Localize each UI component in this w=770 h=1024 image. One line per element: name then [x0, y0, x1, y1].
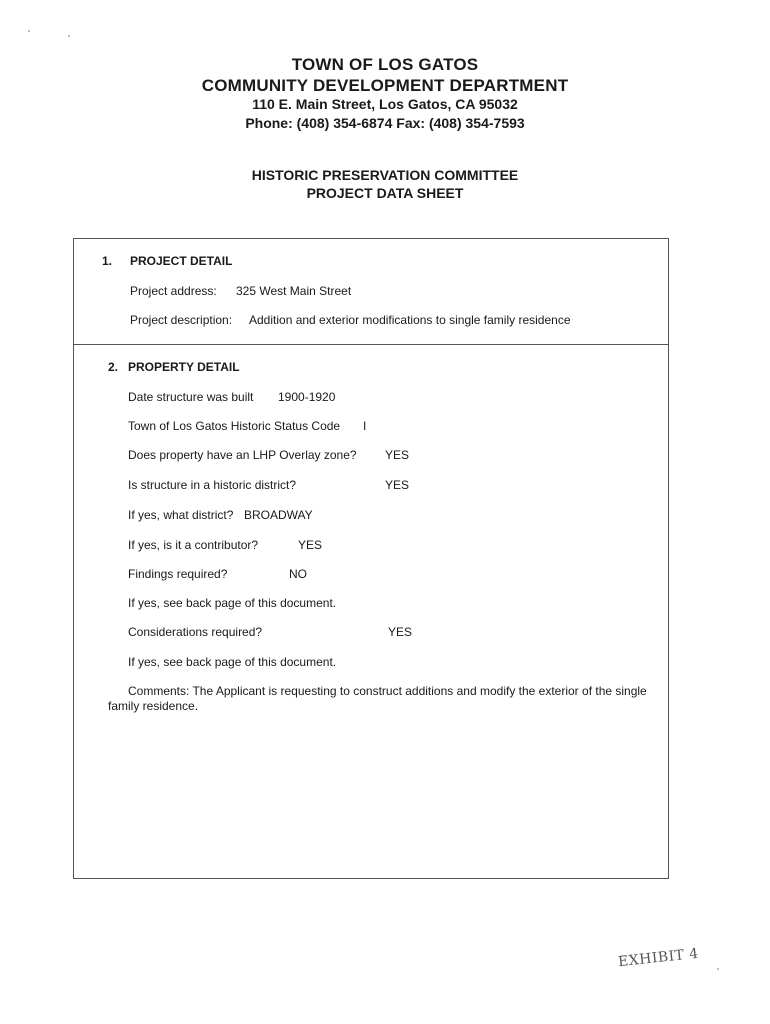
- comments-line-2: family residence.: [108, 699, 199, 713]
- project-description-value: Addition and exterior modifications to single family residence: [249, 313, 571, 327]
- document-title-committee: HISTORIC PRESERVATION COMMITTEE: [251, 167, 519, 183]
- section-1-number: 1.: [102, 254, 113, 268]
- historic-status-code-value: I: [363, 419, 367, 433]
- project-description-label: Project description:: [130, 313, 233, 327]
- lhp-overlay-label: Does property have an LHP Overlay zone?: [128, 448, 357, 462]
- historic-district-value: YES: [385, 478, 410, 492]
- section-1-title: PROJECT DETAIL: [130, 254, 233, 268]
- section-2-number: 2.: [108, 360, 119, 374]
- considerations-label: Considerations required?: [128, 625, 263, 639]
- comments-line-1: Comments: The Applicant is requesting to construct additions and modify the exterior of the single: [128, 684, 647, 698]
- contributor-label: If yes, is it a contributor?: [128, 538, 259, 552]
- findings-value: NO: [289, 567, 307, 581]
- lhp-overlay-value: YES: [385, 448, 410, 462]
- date-built-label: Date structure was built: [128, 390, 254, 404]
- findings-note: If yes, see back page of this document.: [128, 596, 337, 610]
- which-district-label: If yes, what district?: [128, 508, 234, 522]
- contributor-value: YES: [298, 538, 323, 552]
- town-name: TOWN OF LOS GATOS: [291, 55, 479, 74]
- document-title-sheet: PROJECT DATA SHEET: [306, 185, 464, 201]
- historic-status-code-label: Town of Los Gatos Historic Status Code: [128, 419, 341, 433]
- project-address-label: Project address:: [130, 284, 217, 298]
- considerations-note: If yes, see back page of this document.: [128, 655, 337, 669]
- which-district-value: BROADWAY: [244, 508, 313, 522]
- section-2-title: PROPERTY DETAIL: [128, 360, 240, 374]
- exhibit-stamp: EXHIBIT 4: [617, 945, 700, 971]
- date-built-value: 1900-1920: [278, 390, 336, 404]
- department-phone-fax: Phone: (408) 354-6874 Fax: (408) 354-7593: [245, 115, 525, 131]
- considerations-value: YES: [388, 625, 413, 639]
- department-address: 110 E. Main Street, Los Gatos, CA 95032: [252, 96, 518, 112]
- findings-label: Findings required?: [128, 567, 228, 581]
- scan-speck: [68, 35, 70, 37]
- scan-speck: [717, 968, 719, 970]
- project-address-value: 325 West Main Street: [236, 284, 352, 298]
- scan-speck: [28, 30, 30, 32]
- historic-district-label: Is structure in a historic district?: [128, 478, 297, 492]
- department-name: COMMUNITY DEVELOPMENT DEPARTMENT: [201, 76, 569, 95]
